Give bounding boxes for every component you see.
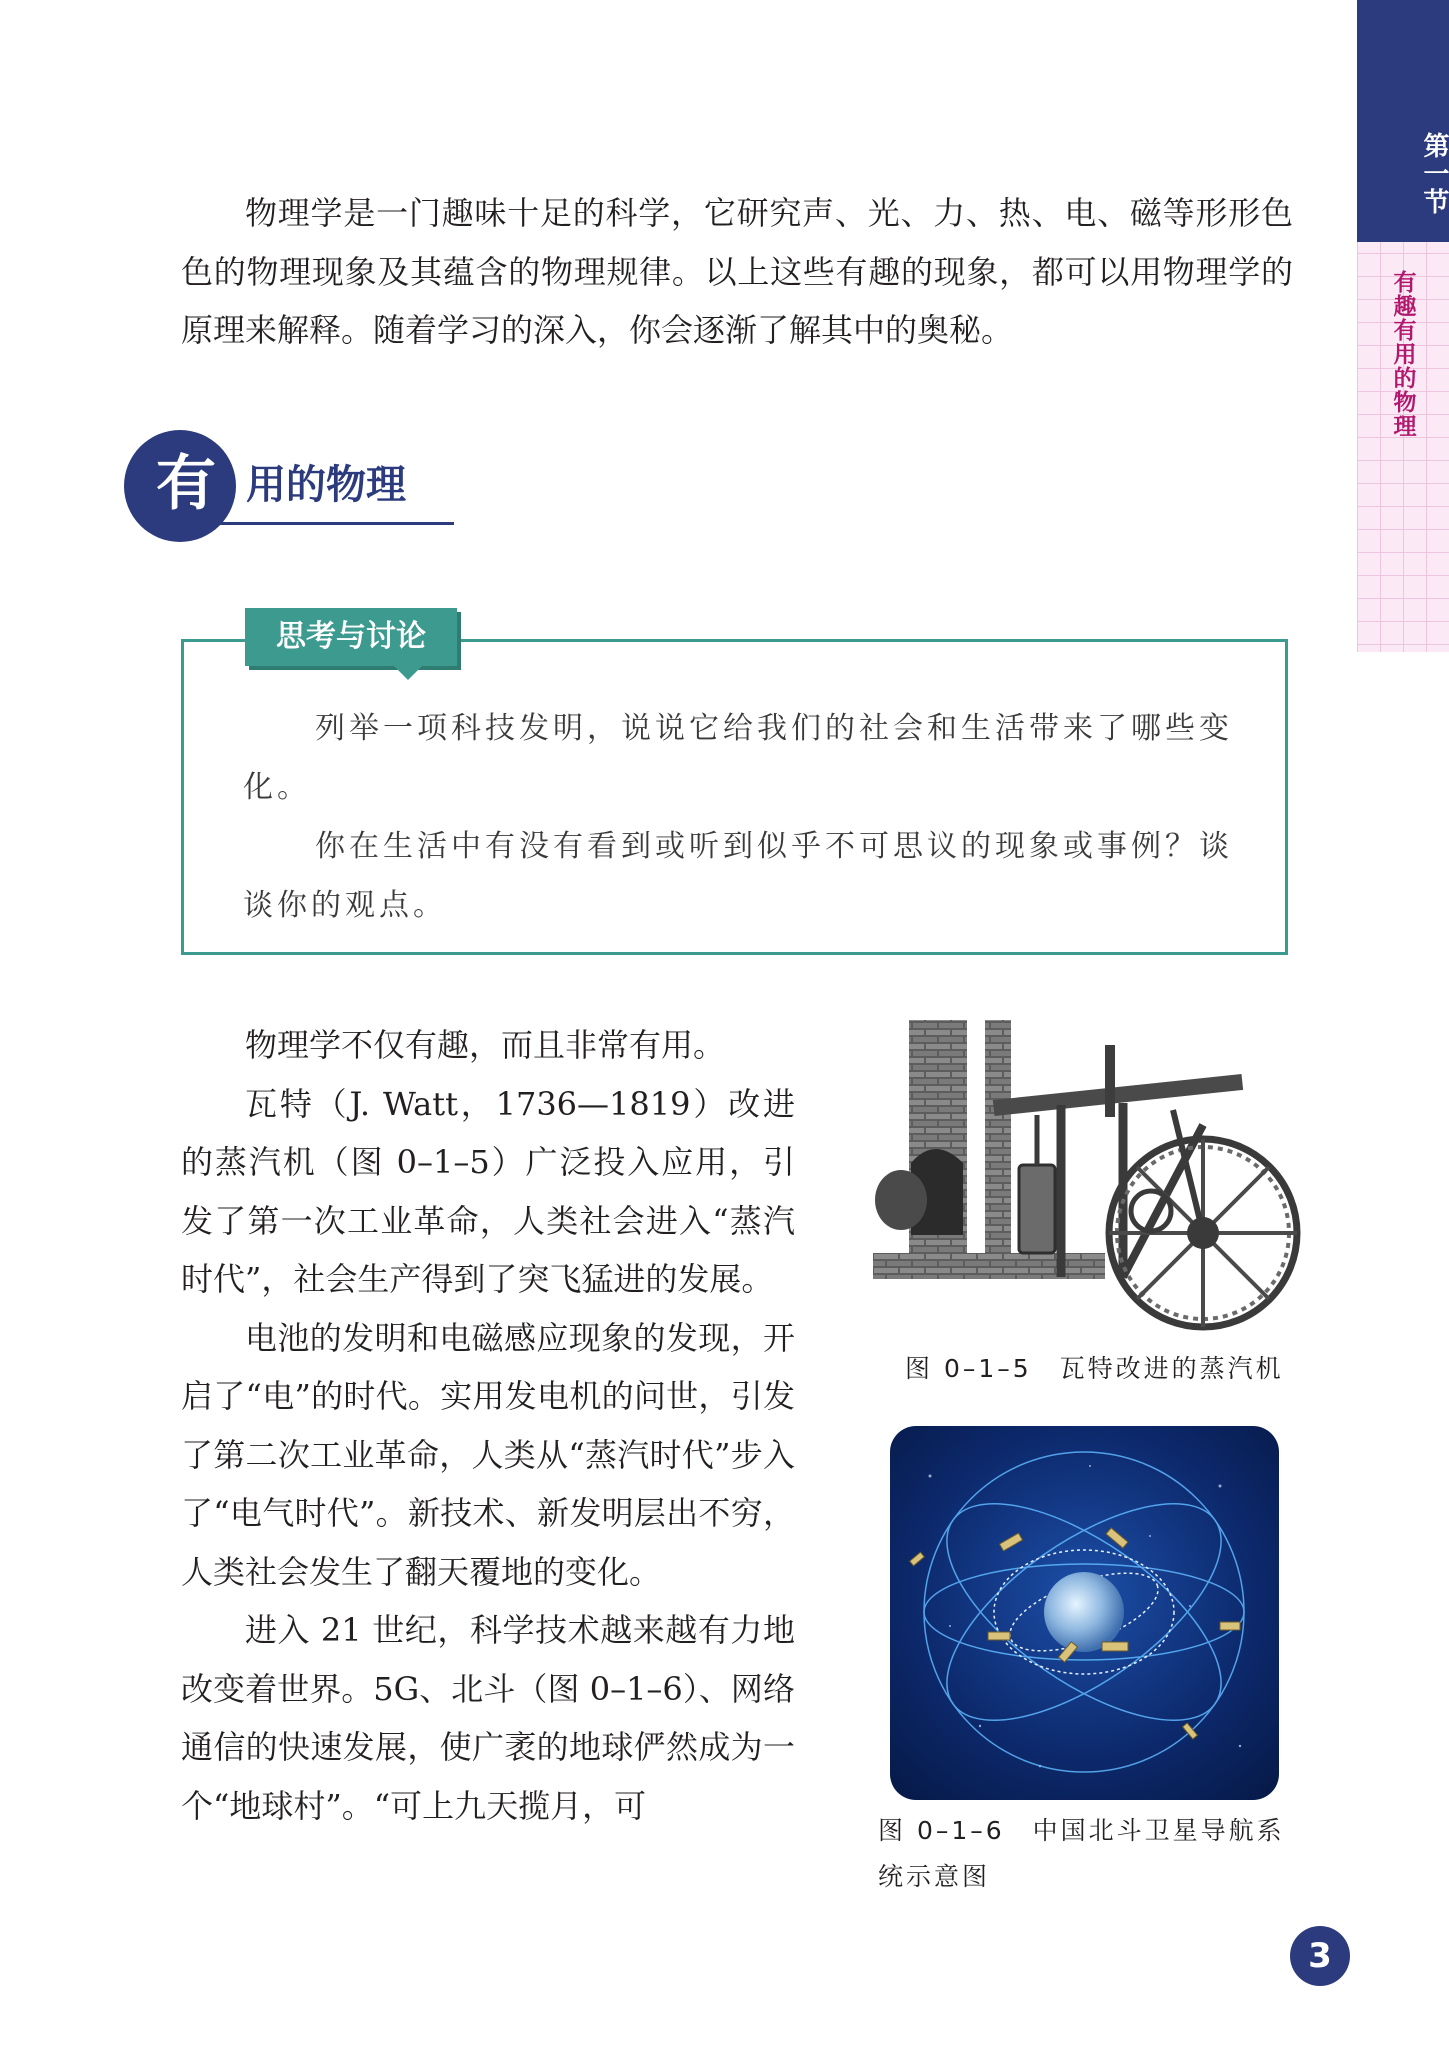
body-paragraph: 电池的发明和电磁感应现象的发现，开启了“电”的时代。实用发电机的问世，引发了第二次工业革命，人类从“蒸汽时代”步入了“电气时代”。新技术、新发明层出不穷，人类社会发生了翻天覆地的变化。	[181, 1318, 795, 1591]
body-paragraph: 物理学不仅有趣，而且非常有用。	[245, 1026, 726, 1064]
beidou-satellite-image	[890, 1426, 1279, 1800]
heading-underline	[180, 522, 454, 525]
steam-engine-image	[873, 1015, 1310, 1333]
figure-caption: 图 0–1–6 中国北斗卫星导航系统示意图	[878, 1816, 1285, 1891]
discussion-question: 你在生活中有没有看到或听到似乎不可思议的现象或事例？谈谈你的观点。	[243, 829, 1233, 923]
intro-paragraph: 物理学是一门趣味十足的科学，它研究声、光、力、热、电、磁等形形色色的物理现象及其蕴含的物理规律。以上这些有趣的现象，都可以用物理学的原理来解释。随着学习的深入，你会逐渐了解其中的奥秘。	[181, 194, 1293, 349]
body-paragraph: 瓦特（J. Watt，1736—1819）改进的蒸汽机（图 0–1–5）广泛投入应用，引发了第一次工业革命，人类社会进入“蒸汽时代”，社会生产得到了突飞猛进的发展。	[181, 1084, 795, 1298]
discussion-label-tail	[394, 666, 422, 680]
discussion-text	[243, 699, 1233, 935]
main-text	[181, 1016, 795, 1835]
heading-text: 用的物理	[246, 462, 406, 508]
discussion-label: 思考与讨论	[245, 608, 457, 666]
figure-caption: 图 0–1–5 瓦特改进的蒸汽机	[905, 1354, 1284, 1383]
section-title: 有趣有用的物理	[1389, 270, 1416, 438]
section-number: 第一节	[1419, 132, 1449, 216]
heading-first-char: 有	[156, 449, 216, 519]
body-paragraph: 进入 21 世纪，科学技术越来越有力地改变着世界。5G、北斗（图 0–1–6）、网络通信的快速发展，使广袤的地球俨然成为一个“地球村”。“可上九天揽月，可	[181, 1611, 795, 1825]
section-heading	[124, 430, 454, 545]
discussion-question: 列举一项科技发明，说说它给我们的社会和生活带来了哪些变化。	[243, 711, 1233, 805]
page-number: 3	[1290, 1926, 1350, 1986]
